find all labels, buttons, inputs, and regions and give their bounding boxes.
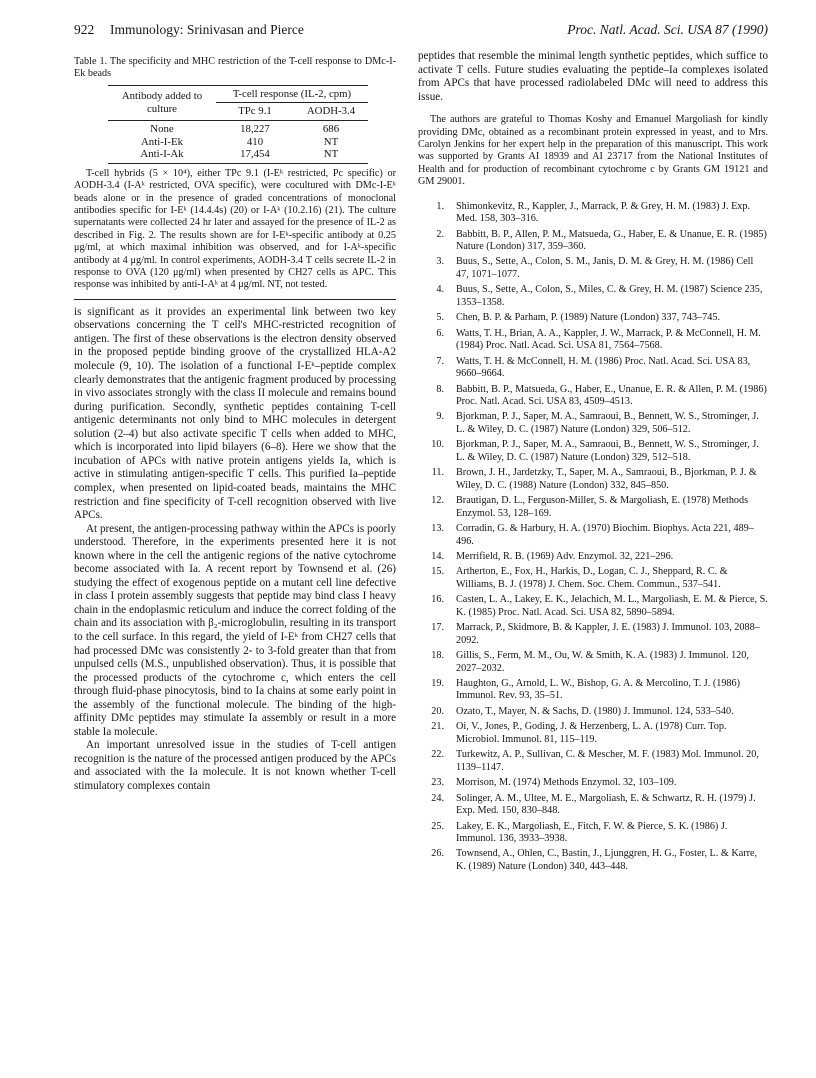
reference-item xyxy=(418,678,768,703)
reference-text: Chen, B. P. & Parham, P. (1989) Nature (London) 337, 743–745. xyxy=(456,312,721,324)
table-cell-tpc: 18,227 xyxy=(216,121,294,136)
table-cell-aodh: NT xyxy=(294,148,368,163)
reference-text: Merrifield, R. B. (1969) Adv. Enzymol. 32, 221–296. xyxy=(456,550,674,562)
reference-text: Turkewitz, A. P., Sullivan, C. & Mescher, M. F. (1983) Mol. Immunol. 20, 1139–1147. xyxy=(456,749,759,773)
reference-item xyxy=(418,384,768,409)
reference-text: Artherton, E., Fox, H., Harkis, D., Logan, C. J., Sheppard, R. C. & Williams, B. J. (1978) J. Chem. Soc. Chem. Commun., 537–541. xyxy=(456,566,728,590)
body-paragraph: is significant as it provides an experimental link between two key observations concerning the T cell's MHC-restricted recognition of antigen. The first of these observations is the electron density observed in the proposed peptide binding groove of the crystallized HLA-A2 molecule (9, 10). The isolation of a functional I-Eᵏ–peptide complex clearly demonstrates that the antigenic fragment produced by processing in vivo associates strongly with the class II molecule and remains bound during purification. Secondly, synthetic peptides containing T-cell antigenic determinants not only bind to MHC molecules in detergent solution (2–4) but also activate specific T cells when added to MHC, which is incorporated into lipid bilayers (6–8). Here we show that the incubation of APCs with native protein antigens yields Ia, which is active in stimulating antigen-specific T cells. This purified Ia–peptide complex, when presented on lipid-coated beads, maintains the MHC restriction and fine specificity of T-cell recognition observed with live APCs. xyxy=(74,305,396,522)
table-divider xyxy=(74,299,396,300)
reference-number: 6. xyxy=(436,327,444,339)
reference-item xyxy=(418,229,768,254)
reference-text: Gillis, S., Ferm, M. M., Ou, W. & Smith, K. A. (1983) J. Immunol. 120, 2027–2032. xyxy=(456,650,749,674)
reference-number: 7. xyxy=(436,355,444,367)
reference-number: 10. xyxy=(431,439,444,451)
reference-item xyxy=(418,439,768,464)
reference-number: 9. xyxy=(436,411,444,423)
reference-item xyxy=(418,706,768,718)
left-column xyxy=(74,50,396,794)
reference-item xyxy=(418,328,768,353)
reference-item xyxy=(418,495,768,520)
reference-item xyxy=(418,777,768,789)
reference-number: 11. xyxy=(431,467,444,479)
reference-item xyxy=(418,749,768,774)
reference-item xyxy=(418,201,768,226)
reference-number: 16. xyxy=(431,594,444,606)
table-label: Table 1. xyxy=(74,56,108,67)
reference-list xyxy=(418,201,768,874)
reference-text: Townsend, A., Ohlen, C., Bastin, J., Ljunggren, H. G., Foster, L. & Karre, K. (1989) Nature (London) 340, 443–448. xyxy=(456,848,758,872)
reference-item xyxy=(418,523,768,548)
reference-number: 20. xyxy=(431,705,444,717)
table-1 xyxy=(108,85,368,164)
reference-number: 1. xyxy=(436,200,444,212)
reference-text: Watts, T. H. & McConnell, H. M. (1986) Proc. Natl. Acad. Sci. USA 83, 9660–9664. xyxy=(456,355,751,380)
reference-item xyxy=(418,793,768,818)
reference-number: 3. xyxy=(436,256,444,268)
reference-number: 19. xyxy=(431,678,444,690)
reference-item xyxy=(418,650,768,675)
reference-number: 24. xyxy=(431,792,444,804)
table-cell-aodh: 686 xyxy=(294,121,368,136)
reference-item xyxy=(418,411,768,436)
reference-text: Bjorkman, P. J., Saper, M. A., Samraoui, B., Bennett, W. S., Strominger, J. L. & Wiley, D. C. (1987) Nature (London) 329, 506–512. xyxy=(456,411,759,435)
reference-text: Haughton, G., Arnold, L. W., Bishop, G. A. & Mercolino, T. J. (1986) Immunol. Rev. 93, 35–51. xyxy=(456,678,741,702)
table-header-response: T-cell response (IL-2, cpm) xyxy=(216,85,368,103)
reference-item xyxy=(418,284,768,309)
table-caption xyxy=(74,56,396,81)
reference-text: Morrison, M. (1974) Methods Enzymol. 32, 103–109. xyxy=(456,777,677,789)
running-header xyxy=(74,22,768,42)
reference-item xyxy=(418,312,768,324)
body-paragraph: An important unresolved issue in the studies of T-cell antigen recognition is the nature of the processed antigen produced by the APCs and associated with the Ia molecule. It is not known whether T-cell stimulatory complexes contain xyxy=(74,739,396,792)
reference-text: Buus, S., Sette, A., Colon, S., Miles, C. & Grey, H. M. (1987) Science 235, 1353–1358. xyxy=(456,284,763,308)
right-column xyxy=(418,50,768,876)
reference-text: Brown, J. H., Jardetzky, T., Saper, M. A., Samraoui, B., Bjorkman, P. J. & Wiley, D. C. (1988) Nature (London) 332, 845–850. xyxy=(456,467,757,491)
reference-number: 17. xyxy=(431,622,444,634)
reference-item xyxy=(418,566,768,591)
reference-item xyxy=(418,356,768,381)
reference-number: 2. xyxy=(436,228,444,240)
reference-number: 23. xyxy=(431,777,444,789)
reference-number: 8. xyxy=(436,383,444,395)
body-paragraph: At present, the antigen-processing pathway within the APCs is poorly understood. Therefore, in the experiments presented here it is not known where in the cell the antigenic regions of the native cytochrome become associated with Ia. A recent report by Townsend et al. (26) studying the effect of exogenous peptide on a mutant cell line defective in class I protein assembly suggests that peptide may bind class I heavy chain in the endoplasmic reticulum and induce the correct folding of the chain and its association with β₂-microglobulin, resulting in its transport to the cell surface. In this regard, the yield of I-Eᵏ from CH27 cells that had processed DMc was consistently 2- to 3-fold greater than that from unpulsed cells (M.S., unpublished observation). Thus, it is possible that the processed products of the cytochrome c, which enters the cell through fluid-phase pinocytosis, bind to Ia chains at some early point in the assembly of the functional molecule. The binding of the high-affinity DMc peptides may stimulate Ia assembly or result in a more stable Ia molecule. xyxy=(74,522,396,738)
reference-text: Babbitt, B. P., Matsueda, G., Haber, E., Unanue, E. R. & Allen, P. M. (1986) Proc. Natl. Acad. Sci. USA 83, 4509–4513. xyxy=(456,383,767,407)
reference-number: 26. xyxy=(431,848,444,860)
body-paragraph: peptides that resemble the minimal length synthetic peptides, which suffice to activate T cells. Future studies evaluating the peptide–Ia complexes isolated from APCs that have processed radiolabeled DMc will need to address this issue. xyxy=(418,50,768,103)
table-header-aodh: AODH-3.4 xyxy=(306,105,356,118)
reference-number: 18. xyxy=(431,650,444,662)
reference-number: 5. xyxy=(436,312,444,324)
journal-citation: Proc. Natl. Acad. Sci. USA 87 (1990) xyxy=(567,22,768,37)
reference-item xyxy=(418,622,768,647)
reference-number: 14. xyxy=(431,550,444,562)
acknowledgment: The authors are grateful to Thomas Koshy and Emanuel Margoliash for kindly providing DMc, obtained as a recombinant protein expressed in yeast, and to Mrs. Carolyn Jenkins for her expert help in the preparation of this manuscript. This work was supported by Grants AI 18939 and AI 23717 from the National Institutes of Health and for production of recombinant cytochrome c by Grants GM 19121 and GM 29001. xyxy=(418,114,768,188)
reference-text: Babbitt, B. P., Allen, P. M., Matsueda, G., Haber, E. & Unanue, E. R. (1985) Nature (London) 317, 359–360. xyxy=(456,228,767,252)
reference-number: 21. xyxy=(431,721,444,733)
reference-number: 12. xyxy=(431,495,444,507)
page-number: 922 xyxy=(74,22,95,37)
reference-text: Oi, V., Jones, P., Goding, J. & Herzenberg, L. A. (1978) Curr. Top. Microbiol. Immunol. 81, 115–119. xyxy=(456,721,727,745)
reference-number: 25. xyxy=(431,820,444,832)
reference-text: Shimonkevitz, R., Kappler, J., Marrack, P. & Grey, H. M. (1983) J. Exp. Med. 158, 303–316. xyxy=(456,200,751,225)
table-cell-aodh: NT xyxy=(323,135,339,148)
reference-number: 4. xyxy=(436,284,444,296)
table-header-antibody: Antibody added to culture xyxy=(108,85,216,120)
reference-item xyxy=(418,821,768,846)
reference-text: Solinger, A. M., Ultee, M. E., Margoliash, E. & Schwartz, R. H. (1979) J. Exp. Med. 150, 830–848. xyxy=(456,792,756,817)
reference-item xyxy=(418,721,768,746)
reference-text: Corradin, G. & Harbury, H. A. (1970) Biochim. Biophys. Acta 221, 489–496. xyxy=(456,523,754,547)
reference-number: 13. xyxy=(431,523,444,535)
reference-item xyxy=(418,551,768,563)
reference-text: Ozato, T., Mayer, N. & Sachs, D. (1980) J. Immunol. 124, 533–540. xyxy=(456,705,734,717)
running-title: Immunology: Srinivasan and Pierce xyxy=(110,22,304,37)
reference-item xyxy=(418,848,768,873)
table-header-tpc: TPc 9.1 xyxy=(238,105,272,118)
reference-text: Buus, S., Sette, A., Colon, S. M., Janis, D. M. & Grey, H. M. (1986) Cell 47, 1071–1077. xyxy=(456,256,754,280)
reference-text: Brautigan, D. L., Ferguson-Miller, S. & Margoliash, E. (1978) Methods Enzymol. 53, 128–169. xyxy=(456,495,749,519)
reference-item xyxy=(418,594,768,619)
reference-text: Casten, L. A., Lakey, E. K., Jelachich, M. L., Margoliash, E. M. & Pierce, S. K. (1985) Proc. Natl. Acad. Sci. USA 82, 5890–5894. xyxy=(456,594,768,618)
table-cell-antibody: None xyxy=(108,121,216,136)
table-title: The specificity and MHC restriction of the T-cell response to DMc-I-Ek beads xyxy=(74,56,396,80)
reference-text: Lakey, E. K., Margoliash, E., Fitch, F. W. & Pierce, S. K. (1986) J. Immunol. 136, 3933–3938. xyxy=(456,820,728,845)
table-cell-antibody: Anti-I-Ek xyxy=(141,135,183,148)
reference-text: Bjorkman, P. J., Saper, M. A., Samraoui, B., Bennett, W. S., Strominger, J. L. & Wiley, D. C. (1987) Nature (London) 329, 512–518. xyxy=(456,439,759,463)
table-cell-antibody: Anti-I-Ak xyxy=(108,148,216,163)
reference-item xyxy=(418,467,768,492)
reference-text: Marrack, P., Skidmore, B. & Kappler, J. E. (1983) J. Immunol. 103, 2088–2092. xyxy=(456,622,760,646)
reference-item xyxy=(418,256,768,281)
reference-number: 22. xyxy=(431,749,444,761)
reference-text: Watts, T. H., Brian, A. A., Kappler, J. W., Marrack, P. & McConnell, H. M. (1984) Proc. Natl. Acad. Sci. USA 81, 7564–7568. xyxy=(456,327,761,352)
table-cell-tpc: 17,454 xyxy=(216,148,294,163)
table-cell-tpc: 410 xyxy=(246,135,264,148)
table-footnote: T-cell hybrids (5 × 10⁴), either TPc 9.1 (I-Eᵏ restricted, Pc specific) or AODH-3.4 (I-Aᵏ restricted, OVA specific), were cocultured with DMc-I-Eᵏ beads alone or in the presence of graded concentrations of monoclonal antibodies specific for I-Eᵏ (14.4.4s) (20) or I-Aᵏ (10.2.16) (21). The culture supernatants were collected 24 hr later and assayed for the presence of IL-2 as described in Fig. 2. The results shown are for I-Eᵏ-specific antibody at 0.25 μg/ml, at which maximal inhibition was observed, and for I-Aᵏ-specific antibody at 4 μg/ml. In control experiments, AODH-3.4 T cells secrete IL-2 in response to OVA (120 μg/ml) when presented by CH27 cells as APC. This response was inhibited by anti-I-Aᵏ at 4 μg/ml. NT, not tested. xyxy=(74,167,396,291)
reference-number: 15. xyxy=(431,566,444,578)
